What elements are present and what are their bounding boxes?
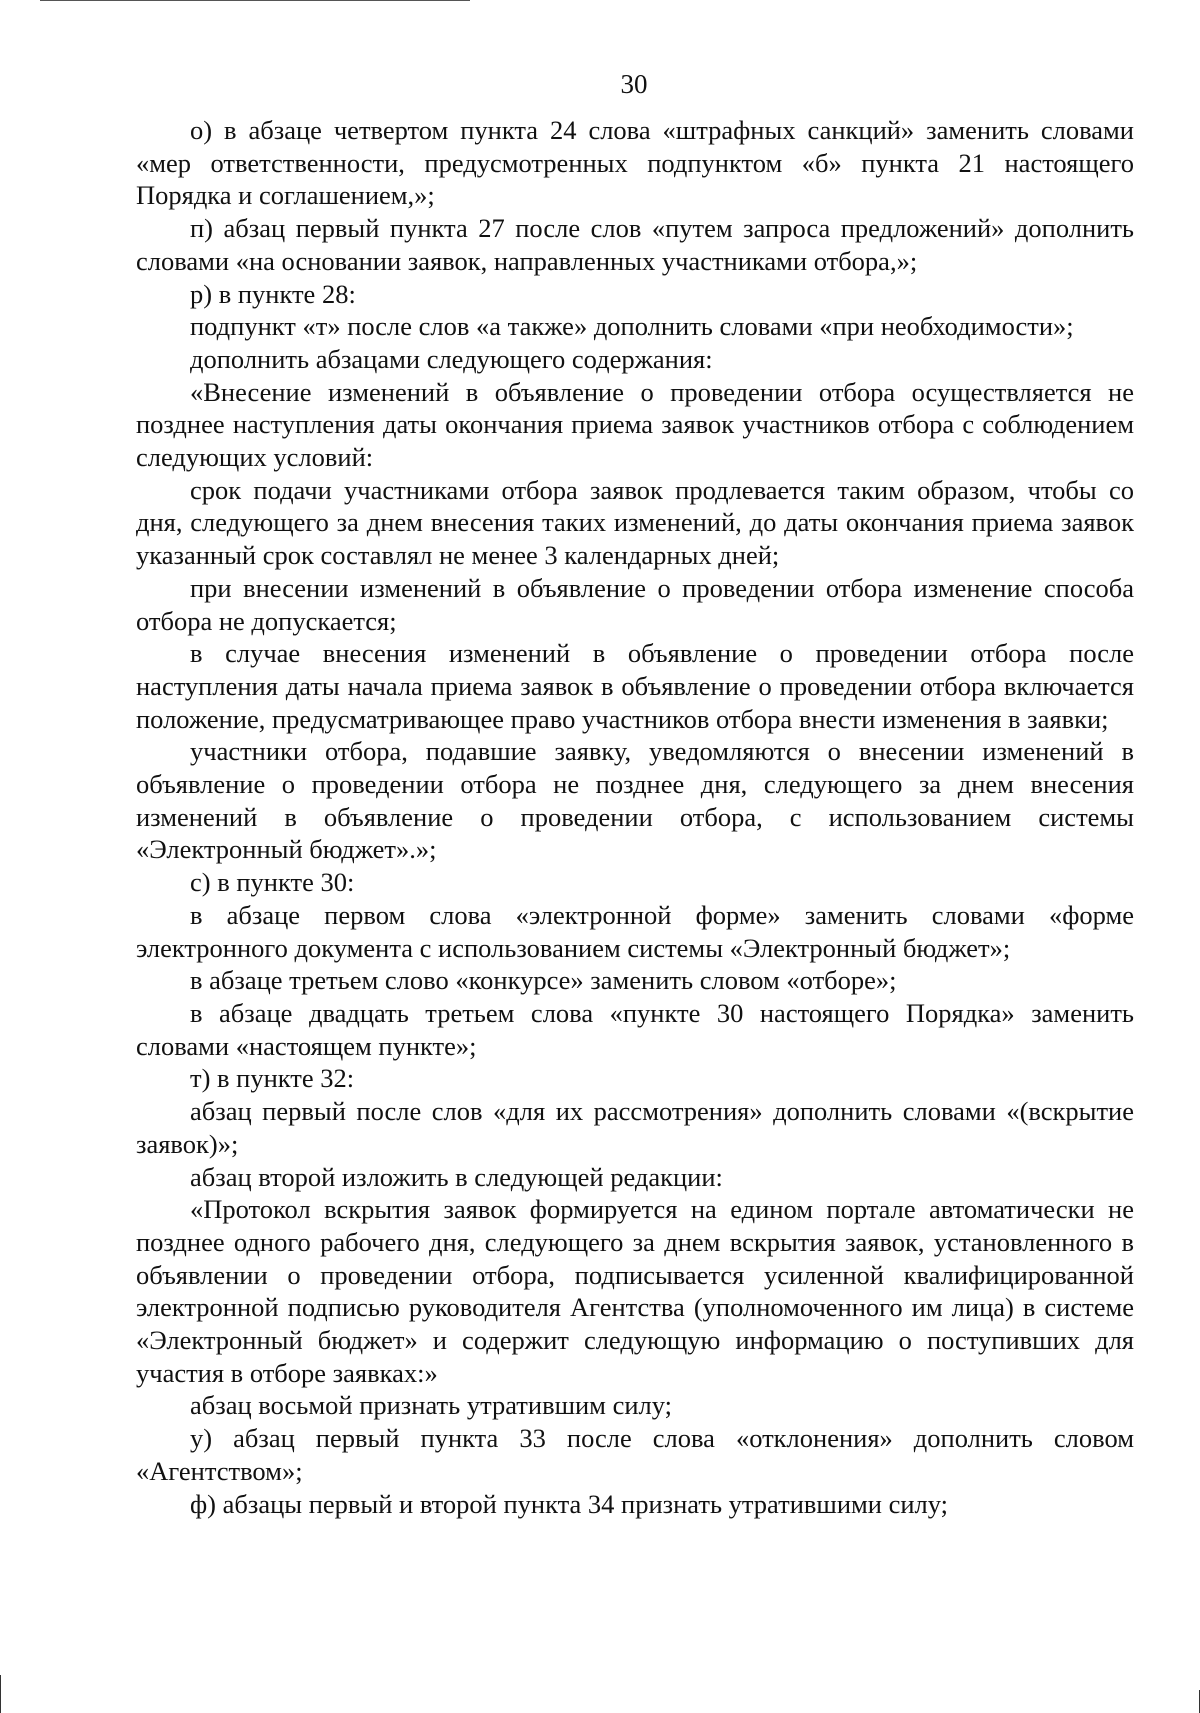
scan-edge-line bbox=[40, 0, 470, 1]
paragraph: участники отбора, подавшие заявку, уведомляются о внесении изменений в объявление о проведении отбора не позднее дня, следующего за днем внесения изменений в объявление о проведении отбора, с использованием системы «Электронный бюджет».»; bbox=[136, 736, 1134, 865]
paragraph: в абзаце первом слова «электронной форме» заменить словами «форме электронного документа с использованием системы «Электронный бюджет»; bbox=[136, 899, 1134, 963]
paragraph-p: п) абзац первый пункта 27 после слов «путем запроса предложений» дополнить словами «на основании заявок, направленных участниками отбора,»; bbox=[136, 213, 1134, 276]
page-number: 30 bbox=[620, 69, 648, 99]
paragraph-r: р) в пункте 28: bbox=[190, 278, 356, 309]
scan-edge-line bbox=[0, 1675, 1, 1713]
paragraph-o: о) в абзаце четвертом пункта 24 слова «штрафных санкций» заменить словами «мер ответственности, предусмотренных подпунктом «б» пункта 21 настоящего Порядка и соглашением,»; bbox=[136, 115, 1134, 211]
paragraph: подпункт «т» после слов «а также» дополнить словами «при необходимости»; bbox=[190, 311, 1074, 342]
paragraph: в абзаце двадцать третьем слова «пункте 30 настоящего Порядка» заменить словами «настоящем пункте»; bbox=[136, 997, 1134, 1061]
paragraph-s: с) в пункте 30: bbox=[190, 867, 355, 898]
paragraph: абзац первый после слов «для их рассмотрения» дополнить словами «(вскрытие заявок)»; bbox=[136, 1096, 1134, 1159]
paragraph: дополнить абзацами следующего содержания: bbox=[190, 343, 713, 374]
paragraph-u: у) абзац первый пункта 33 после слова «отклонения» дополнить словом «Агентством»; bbox=[136, 1423, 1134, 1486]
paragraph: в случае внесения изменений в объявление о проведении отбора после наступления даты начала приема заявок в объявление о проведении отбора включается положение, предусматривающее право участников отбора внести изменения в заявки; bbox=[136, 638, 1134, 734]
paragraph: при внесении изменений в объявление о проведении отбора изменение способа отбора не допускается; bbox=[136, 572, 1134, 636]
paragraph: абзац второй изложить в следующей редакции: bbox=[190, 1161, 723, 1192]
paragraph: срок подачи участниками отбора заявок продлевается таким образом, чтобы со дня, следующего за днем внесения таких изменений, до даты окончания приема заявок указанный срок составлял не менее 3 календарных дней; bbox=[136, 474, 1134, 571]
paragraph: «Внесение изменений в объявление о проведении отбора осуществляется не позднее наступления даты окончания приема заявок участников отбора с соблюдением следующих условий: bbox=[136, 376, 1134, 473]
paragraph-t: т) в пункте 32: bbox=[190, 1063, 355, 1094]
paragraph: абзац восьмой признать утратившим силу; bbox=[190, 1390, 672, 1421]
document-body bbox=[136, 114, 1134, 1520]
paragraph-f: ф) абзацы первый и второй пункта 34 признать утратившими силу; bbox=[190, 1488, 949, 1519]
paragraph: в абзаце третьем слово «конкурсе» заменить словом «отборе»; bbox=[190, 965, 897, 996]
paragraph: «Протокол вскрытия заявок формируется на едином портале автоматически не позднее одного рабочего дня, следующего за днем вскрытия заявок, установленного в объявлении о проведении отбора, подписывается усиленной квалифицированной электронной подписью руководителя Агентства (уполномоченного им лица) в системе «Электронный бюджет» и содержит следующую информацию о поступивших для участия в отборе заявках:» bbox=[136, 1194, 1134, 1388]
